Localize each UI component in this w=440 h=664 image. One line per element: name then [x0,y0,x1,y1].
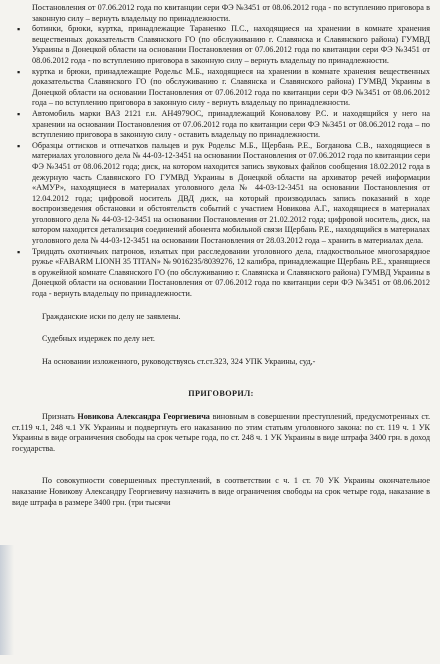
list-item: ▪ куртка и брюки, принадлежащие Родельс М.Б., находящиеся на хранении в комнате хранения вещественных доказательства Славянского ГО (по обслуживанию г. Славянска и Славянского района) ГУМВД Украины в Донецкой области на основании Постановления от 07.06.2012 года по квитанции сери ФЭ №3451 от 08.06.2012 года – по вступлению приговора в законную силу - вернуть владельцу по принадлежности. [12,67,430,109]
verdict-heading: ПРИГОВОРИЛ: [188,389,254,399]
grounds-text: На основании изложенного, руководствуясь ст.ст.323, 324 УПК Украины, суд,- [42,356,316,366]
verdict-text: виновным в совершении преступлений, предусмотренных ст. ст.119 ч.1, 248 ч.1 УК Украины и подвергнуть его наказанию по этим статьям уголовного закона: по ст. 119 ч. 1 УК Украины в виде ограничения свободы на срок четыре года, по ст. 248 ч. 1 УК Украины в виде штрафа 3400 грн. в доход государства. [12,412,430,453]
evidence-list [12,24,430,299]
verdict-prefix: Признать [42,412,75,421]
court-costs-text: Судебных издержек по делу нет. [42,334,155,344]
list-item: ▪ Тридцать охотничьих патронов, изъятых при расследовании уголовного дела, гладкоствольное многозарядное ружье «FABARM LIONH 35 TITAN» № 9016235/8039276, 12 калибра, принадлежащие Щербань Р.Е., хранящиеся в оружейной комнате Славянского ГО (по обслуживанию г. Славянска и Славянского района) ГУМВД Украины в Донецкой области на основании Постановления от 07.06.2012 года по квитанции сери ФЭ №3451 от 08.06.2012 года - вернуть владельцу по принадлежности. [12,247,430,300]
continuation-text: Постановления от 07.06.2012 года по квитанции сери ФЭ №3451 от 08.06.2012 года - по вступлению приговора в законную силу – вернуть владельцу по принадлежности. [32,3,430,23]
civil-claims-text: Гражданские иски по делу не заявлены. [42,311,181,321]
defendant-name: Новикова Александра Георгиевича [77,412,210,421]
aggregate-sentence-text: По совокупности совершенных преступлений, в соответствии с ч. 1 ст. 70 УК Украины окончательное наказание Новикову Александру Георгиевичу назначить в виде ограничения свободы на срок четыре года, наказание в виде штрафа в размере 3400 грн. (три тысячи [12,476,430,507]
list-item: ▪ Образцы оттисков и отпечатков пальцев и рук Родельс М.Б., Щербань Р.Е., Богданова С.В., находящиеся в материалах уголовного дела № 44-03-12-3451 на основании Постановления от 07.06.2012 года по квитанции сери ФЭ №3451 от 08.06.2012 года; диск, на котором находится запись звуковых файлов сообщения 18.02.2012 года в дежурную часть Славянского ГО ГУМВД Украины в Донецкой области на архиватор речей информации «АМУР», находящиеся в материалах уголовного дела № 44-03-12-3451 на основании Постановления от 12.04.2012 года; цифровой носитель ДВД диск, на который производилась запись показаний в ходе воспроизведения обстановки и обстоятельств событий с участием Новикова А.Г., находящиеся в материалах уголовного дела № 44-03-12-3451 на основании Постановления от 21.02.2012 года; цифровой носитель, диск, на котором находится детализация соединений абонента мобильной связи Щербань Р.Е., находящийся в материалах уголовного дела № 44-03-12-3451 на основании Постановления от 28.03.2012 года – хранить в материалах дела. [12,141,430,247]
list-item: ▪ Автомобиль марки ВАЗ 2121 г.н. АН4979ОС, принадлежащий Коновалову Р.С. и находящийся у него на хранении на основании Постановления от 07.06.2012 года по квитанции сери ФЭ №3451 от 08.06.2012 года – по вступлению приговора в законную силу - оставить владельцу по принадлежности. [12,109,430,141]
list-item: ▪ ботинки, брюки, куртка, принадлежащие Тараненко П.С., находящиеся на хранении в комнате хранения вещественных доказательств Славянского ГО (по обслуживанию г. Славянска и Славянского района) ГУМВД Украины в Донецкой области на основании Постановления от 07.06.2012 года по квитанции сери ФЭ №3451 от 08.06.2012 года - по вступлению приговора в законную силу – вернуть владельцу по принадлежности. [12,24,430,66]
stamp-mark [0,545,14,655]
verdict-paragraph [12,412,430,454]
